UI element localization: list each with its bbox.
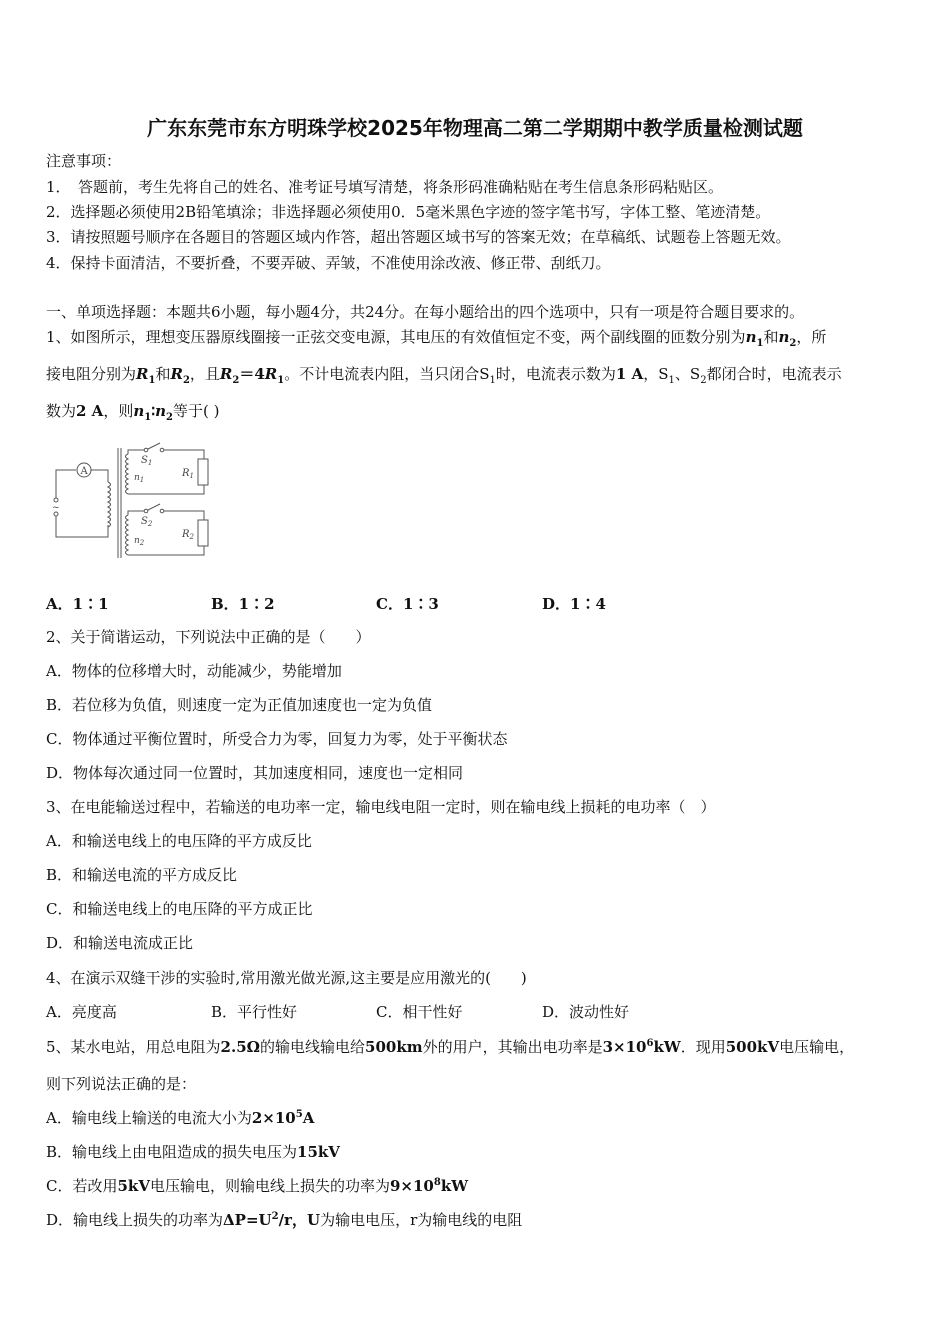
q5-stem-line-2: 则下列说法正确的是： bbox=[46, 1075, 197, 1093]
q2-option-c[interactable]: C．物体通过平衡位置时，所受合力为零，回复力为零，处于平衡状态 bbox=[46, 730, 508, 748]
q1-option-b[interactable]: B．1∶2 bbox=[211, 595, 275, 613]
q5-option-b[interactable]: B．输电线上由电阻造成的损失电压为15kV bbox=[46, 1143, 340, 1161]
q4-option-a[interactable]: A．亮度高 bbox=[46, 1003, 117, 1021]
ac-source-symbol: ~ bbox=[52, 503, 60, 513]
resistor-r2-label: $R_2$ bbox=[182, 529, 194, 541]
notice-item-4: 4．保持卡面清洁，不要折叠，不要弄破、弄皱，不准使用涂改液、修正带、刮纸刀。 bbox=[46, 254, 611, 272]
coil-n2-label: $n_2$ bbox=[134, 536, 145, 547]
switch-s1-label: $S_1$ bbox=[141, 455, 153, 467]
q1-stem-line-3: 数为2 A，则$n_1∶n_2$等于( ) bbox=[46, 402, 220, 423]
section-heading: 一、单项选择题：本题共6小题，每小题4分，共24分。在每小题给出的四个选项中，只有一项是符合题目要求的。 bbox=[46, 303, 805, 321]
page-title: 广东东莞市东方明珠学校2025年物理高二第二学期期中教学质量检测试题 bbox=[147, 116, 803, 140]
ammeter-label: A bbox=[80, 466, 88, 477]
q1-option-a[interactable]: A．1∶1 bbox=[46, 595, 109, 613]
q2-stem: 2、关于简谐运动，下列说法中正确的是（ ） bbox=[46, 628, 371, 646]
q4-option-c[interactable]: C．相干性好 bbox=[376, 1003, 463, 1021]
q4-option-b[interactable]: B．平行性好 bbox=[211, 1003, 298, 1021]
notice-heading: 注意事项： bbox=[46, 152, 122, 170]
q3-stem: 3、在电能输送过程中，若输送的电功率一定，输电线电阻一定时，则在输电线上损耗的电功率（ ） bbox=[46, 798, 716, 816]
coil-n1-label: $n_1$ bbox=[134, 473, 145, 484]
q4-options bbox=[46, 1002, 906, 1022]
q5-option-c[interactable]: C．若改用5kV电压输电，则输电线上损失的功率为$9\times 10^8kW$ bbox=[46, 1177, 469, 1195]
notice-item-3: 3．请按照题号顺序在各题目的答题区域内作答，超出答题区域书写的答案无效；在草稿纸、试题卷上答题无效。 bbox=[46, 228, 791, 246]
q1-option-d[interactable]: D．1∶4 bbox=[542, 595, 606, 613]
q5-option-d[interactable]: D．输电线上损失的功率为$\Delta P=U^2/r$，U为输电电压，r为输电线的电阻 bbox=[46, 1211, 523, 1229]
q2-option-b[interactable]: B．若位移为负值，则速度一定为正值加速度也一定为负值 bbox=[46, 696, 433, 714]
q1-options bbox=[46, 594, 906, 614]
q1-stem-line-2: 接电阻分别为$R_1$和$R_2$，且$R_2=4R_1$。不计电流表内阻，当只闭合$S_1$时，电流表示数为1 A，$S_1$、$S_2$都闭合时，电流表示 bbox=[46, 365, 842, 386]
transformer-circuit-diagram bbox=[46, 440, 216, 565]
switch-s2-label: $S_2$ bbox=[141, 516, 153, 528]
q3-option-c[interactable]: C．和输送电线上的电压降的平方成正比 bbox=[46, 900, 313, 918]
q5-option-a[interactable]: A．输电线上输送的电流大小为$2\times 10^5A$ bbox=[46, 1109, 315, 1127]
resistor-r1-label: $R_1$ bbox=[182, 468, 194, 480]
q3-option-b[interactable]: B．和输送电流的平方成反比 bbox=[46, 866, 238, 884]
q3-option-a[interactable]: A．和输送电线上的电压降的平方成反比 bbox=[46, 832, 312, 850]
q2-option-d[interactable]: D．物体每次通过同一位置时，其加速度相同，速度也一定相同 bbox=[46, 764, 464, 782]
q4-stem: 4、在演示双缝干涉的实验时,常用激光做光源,这主要是应用激光的( ) bbox=[46, 969, 527, 987]
q3-option-d[interactable]: D．和输送电流成正比 bbox=[46, 934, 194, 952]
q2-option-a[interactable]: A．物体的位移增大时，动能减少，势能增加 bbox=[46, 662, 342, 680]
notice-item-1: 1． 答题前，考生先将自己的姓名、准考证号填写清楚，将条形码准确粘贴在考生信息条形码粘贴区。 bbox=[46, 178, 724, 196]
q4-option-d[interactable]: D．波动性好 bbox=[542, 1003, 630, 1021]
q1-stem-line-1: 1、如图所示，理想变压器原线圈接一正弦交变电源，其电压的有效值恒定不变，两个副线圈的匝数分别为$n_1$和$n_2$，所 bbox=[46, 328, 827, 349]
notice-item-2: 2．选择题必须使用2B铅笔填涂；非选择题必须使用0．5毫米黑色字迹的签字笔书写，字体工整、笔迹清楚。 bbox=[46, 203, 771, 221]
q5-stem-line-1: 5、某水电站，用总电阻为2.5Ω的输电线输电给500km外的用户，其输出电功率是$3\times 10^6kW$．现用500kV电压输电， bbox=[46, 1038, 855, 1056]
q1-option-c[interactable]: C．1∶3 bbox=[376, 595, 439, 613]
